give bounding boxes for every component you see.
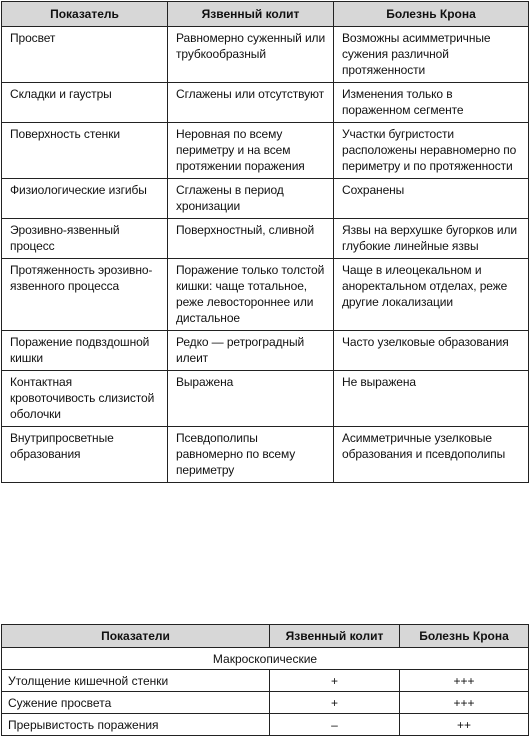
column-header-ulcerative-colitis: Язвенный колит <box>168 2 334 27</box>
column-header-indicator: Показатель <box>2 2 168 27</box>
row-indicator-cell: Протяженность эрозивно-язвенного процесса <box>2 259 168 331</box>
table-row <box>2 219 529 259</box>
crohns-disease-cell: +++ <box>400 670 529 692</box>
ulcerative-colitis-cell: Сглажены в период хронизации <box>168 179 334 219</box>
column-header-crohns-disease: Болезнь Крона <box>334 2 529 27</box>
row-indicator-cell: Поражение подвздошной кишки <box>2 331 168 371</box>
comparison-table-radiology <box>1 1 529 483</box>
crohns-disease-cell: Асимметричные узелковые образования и псевдополипы <box>334 427 529 483</box>
ulcerative-colitis-cell: Поражение только толстой кишки: чаще тотальное, реже левостороннее или дистальное <box>168 259 334 331</box>
ulcerative-colitis-cell: + <box>270 692 400 714</box>
ulcerative-colitis-cell: – <box>270 714 400 736</box>
crohns-disease-cell: Не выражена <box>334 371 529 427</box>
row-indicator-cell: Просвет <box>2 27 168 83</box>
row-indicator-cell: Поверхность стенки <box>2 123 168 179</box>
row-indicator-cell: Прерывистость поражения <box>2 714 270 736</box>
row-indicator-cell: Контактная кровоточивость слизистой оболочки <box>2 371 168 427</box>
table-row <box>2 259 529 331</box>
table-row <box>2 427 529 483</box>
row-indicator-cell: Внутрипросветные образования <box>2 427 168 483</box>
row-indicator-cell: Утолщение кишечной стенки <box>2 670 270 692</box>
table-row <box>2 670 529 692</box>
table-row <box>2 331 529 371</box>
column-header-crohns-disease: Болезнь Крона <box>400 625 529 648</box>
row-indicator-cell: Сужение просвета <box>2 692 270 714</box>
section-title: Макроскопические <box>2 648 529 670</box>
table-header-row <box>2 625 529 648</box>
table-row <box>2 83 529 123</box>
section-row <box>2 648 529 670</box>
column-header-ulcerative-colitis: Язвенный колит <box>270 625 400 648</box>
ulcerative-colitis-cell: Неровная по всему периметру и на всем протяжении поражения <box>168 123 334 179</box>
crohns-disease-cell: Изменения только в пораженном сегменте <box>334 83 529 123</box>
row-indicator-cell: Эрозивно-язвенный процесс <box>2 219 168 259</box>
crohns-disease-cell: Чаще в илеоцекальном и аноректальном отделах, реже другие локализации <box>334 259 529 331</box>
crohns-disease-cell: +++ <box>400 692 529 714</box>
table-row <box>2 123 529 179</box>
table-row <box>2 714 529 736</box>
crohns-disease-cell: Сохранены <box>334 179 529 219</box>
ulcerative-colitis-cell: + <box>270 670 400 692</box>
ulcerative-colitis-cell: Выражена <box>168 371 334 427</box>
table-header-row <box>2 2 529 27</box>
comparison-table-macroscopic <box>1 624 529 736</box>
crohns-disease-cell: Язвы на верхушке бугорков или глубокие линейные язвы <box>334 219 529 259</box>
table-row <box>2 371 529 427</box>
table-row <box>2 27 529 83</box>
row-indicator-cell: Физиологические изгибы <box>2 179 168 219</box>
ulcerative-colitis-cell: Псевдополипы равномерно по всему периметру <box>168 427 334 483</box>
row-indicator-cell: Складки и гаустры <box>2 83 168 123</box>
ulcerative-colitis-cell: Сглажены или отсутствуют <box>168 83 334 123</box>
crohns-disease-cell: ++ <box>400 714 529 736</box>
ulcerative-colitis-cell: Редко — ретроградный илеит <box>168 331 334 371</box>
column-header-indicators: Показатели <box>2 625 270 648</box>
crohns-disease-cell: Часто узелковые образования <box>334 331 529 371</box>
crohns-disease-cell: Возможны асимметричные сужения различной протяженности <box>334 27 529 83</box>
table-row <box>2 692 529 714</box>
crohns-disease-cell: Участки бугристости расположены неравномерно по периметру и по протяженности <box>334 123 529 179</box>
ulcerative-colitis-cell: Равномерно суженный или трубкообразный <box>168 27 334 83</box>
ulcerative-colitis-cell: Поверхностный, сливной <box>168 219 334 259</box>
table-row <box>2 179 529 219</box>
